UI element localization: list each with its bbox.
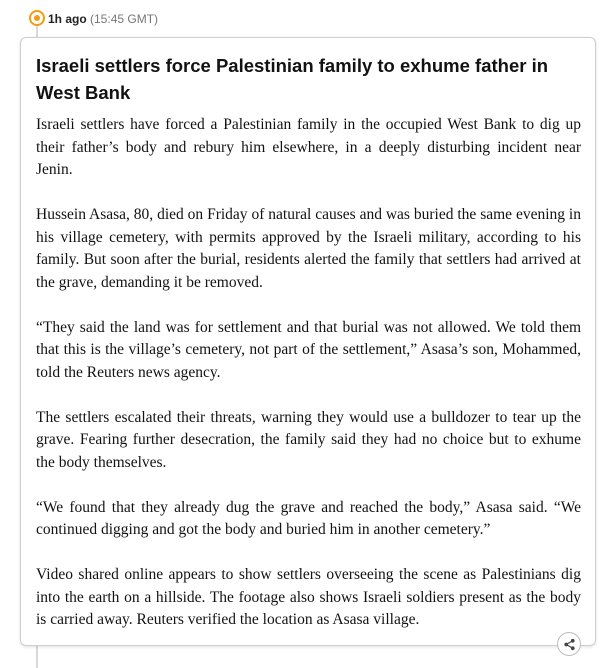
- paragraph: The settlers escalated their threats, warning they would use a bulldozer to tear up the grave. Fearing further desecration, the family said they had no choice but to exhume the body themselves.: [36, 408, 581, 471]
- time-ago: 1h ago: [48, 12, 87, 26]
- paragraph: Israeli settlers have forced a Palestinian family in the occupied West Bank to dig up their father’s body and rebury him elsewhere, in a deeply disturbing incident near Jenin.: [36, 116, 581, 178]
- paragraph: Video shared online appears to show settlers overseeing the scene as Palestinians dig into the earth on a hillside. The footage also shows Israeli soldiers present as the body is carried away. Reuters verified the location as Asasa village.: [36, 566, 581, 628]
- timeline-dot-icon: [29, 10, 45, 26]
- time-gmt: (15:45 GMT): [90, 12, 159, 26]
- share-button[interactable]: [557, 632, 581, 656]
- entry-headline: Israeli settlers force Palestinian family to exhume father in West Bank: [36, 55, 549, 103]
- paragraph: “We found that they already dug the grave and reached the body,” Asasa said. “We continued digging and got the body and buried him in another cemetery.”: [36, 498, 581, 538]
- live-blog-entry-card: [20, 37, 596, 646]
- share-icon: [563, 638, 576, 651]
- paragraph: “They said the land was for settlement and that burial was not allowed. We told them that this is the village’s cemetery, not part of the settlement,” Asasa’s son, Mohammed, told the Reuters news agency.: [36, 318, 581, 381]
- timestamp: [48, 11, 158, 27]
- paragraph: Hussein Asasa, 80, died on Friday of natural causes and was buried the same evening in his village cemetery, with permits approved by the Israeli military, according to his family. But soon after the burial, residents alerted the family that settlers had arrived at the grave, demanding it be removed.: [36, 206, 581, 291]
- entry-body: [36, 114, 581, 654]
